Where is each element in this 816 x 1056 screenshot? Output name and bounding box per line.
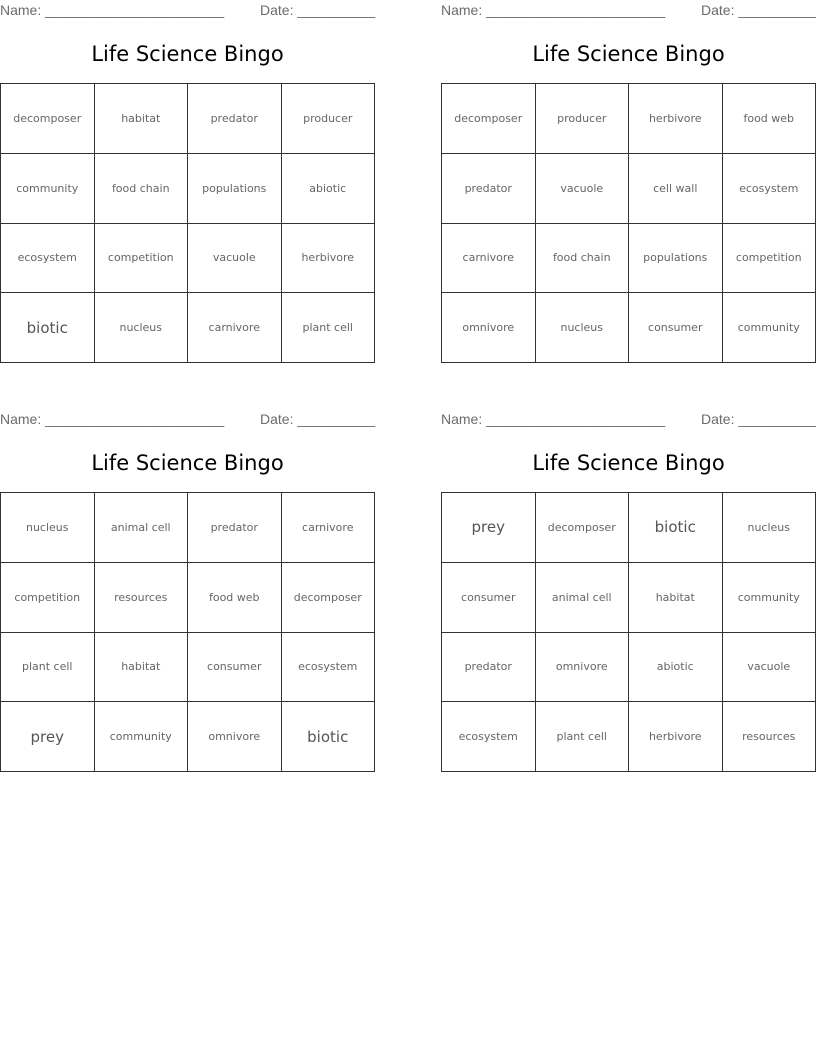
bingo-cell: cell wall [629, 154, 723, 224]
bingo-cell: predator [442, 633, 536, 703]
bingo-grid [0, 83, 375, 363]
bingo-cell: animal cell [536, 563, 630, 633]
card-title: Life Science Bingo [91, 451, 284, 475]
bingo-cell: habitat [95, 84, 189, 154]
bingo-cell: biotic [282, 702, 376, 772]
bingo-cell: omnivore [188, 702, 282, 772]
bingo-cell: resources [95, 563, 189, 633]
name-field: Name: _______________________ [0, 411, 225, 427]
bingo-cell: ecosystem [1, 224, 95, 294]
bingo-cell: herbivore [629, 702, 723, 772]
date-field: Date: __________ [701, 411, 816, 427]
bingo-cell: food chain [536, 224, 630, 294]
bingo-cell: food chain [95, 154, 189, 224]
bingo-cell: nucleus [723, 493, 816, 563]
bingo-grid [441, 492, 816, 772]
bingo-cell: habitat [95, 633, 189, 703]
name-field: Name: _______________________ [441, 411, 666, 427]
card-header [441, 0, 816, 22]
bingo-cell: nucleus [95, 293, 189, 363]
bingo-cell: nucleus [1, 493, 95, 563]
bingo-cell: decomposer [1, 84, 95, 154]
bingo-cell: producer [536, 84, 630, 154]
bingo-cell: competition [723, 224, 816, 294]
bingo-cell: omnivore [442, 293, 536, 363]
bingo-cell: carnivore [282, 493, 376, 563]
bingo-cell: abiotic [629, 633, 723, 703]
bingo-cell: prey [1, 702, 95, 772]
bingo-grid [441, 83, 816, 363]
bingo-cell: populations [188, 154, 282, 224]
bingo-cell: ecosystem [723, 154, 816, 224]
bingo-cell: consumer [629, 293, 723, 363]
bingo-cell: predator [442, 154, 536, 224]
bingo-cell: omnivore [536, 633, 630, 703]
name-field: Name: _______________________ [441, 2, 666, 18]
card-header [0, 409, 375, 431]
bingo-cell: biotic [1, 293, 95, 363]
bingo-cell: carnivore [188, 293, 282, 363]
bingo-cell: decomposer [282, 563, 376, 633]
bingo-card [441, 0, 816, 335]
card-header [0, 0, 375, 22]
card-title: Life Science Bingo [532, 42, 725, 66]
bingo-cell: carnivore [442, 224, 536, 294]
bingo-cell: decomposer [536, 493, 630, 563]
bingo-cell: vacuole [723, 633, 816, 703]
card-title: Life Science Bingo [532, 451, 725, 475]
bingo-cell: competition [95, 224, 189, 294]
bingo-cell: plant cell [282, 293, 376, 363]
bingo-cell: community [723, 563, 816, 633]
bingo-cell: decomposer [442, 84, 536, 154]
bingo-cell: herbivore [282, 224, 376, 294]
bingo-cell: consumer [442, 563, 536, 633]
bingo-cell: predator [188, 84, 282, 154]
bingo-cell: habitat [629, 563, 723, 633]
bingo-cell: populations [629, 224, 723, 294]
card-header [441, 409, 816, 431]
bingo-cell: plant cell [536, 702, 630, 772]
date-field: Date: __________ [260, 411, 376, 427]
bingo-cell: food web [723, 84, 816, 154]
name-field: Name: _______________________ [0, 2, 225, 18]
bingo-card [441, 409, 816, 744]
bingo-grid [0, 492, 375, 772]
card-title: Life Science Bingo [91, 42, 284, 66]
bingo-cell: community [1, 154, 95, 224]
bingo-cell: prey [442, 493, 536, 563]
bingo-cell: ecosystem [282, 633, 376, 703]
bingo-cell: community [723, 293, 816, 363]
date-field: Date: __________ [701, 2, 816, 18]
bingo-cell: consumer [188, 633, 282, 703]
bingo-cell: competition [1, 563, 95, 633]
bingo-cell: herbivore [629, 84, 723, 154]
bingo-cell: community [95, 702, 189, 772]
bingo-card [0, 0, 376, 337]
bingo-card [0, 409, 376, 746]
bingo-cell: predator [188, 493, 282, 563]
bingo-cell: abiotic [282, 154, 376, 224]
bingo-cell: resources [723, 702, 816, 772]
bingo-cell: food web [188, 563, 282, 633]
bingo-cell: vacuole [188, 224, 282, 294]
bingo-cell: plant cell [1, 633, 95, 703]
bingo-cell: nucleus [536, 293, 630, 363]
bingo-cell: animal cell [95, 493, 189, 563]
bingo-cell: vacuole [536, 154, 630, 224]
date-field: Date: __________ [260, 2, 376, 18]
bingo-cell: producer [282, 84, 376, 154]
bingo-cell: biotic [629, 493, 723, 563]
bingo-cell: ecosystem [442, 702, 536, 772]
